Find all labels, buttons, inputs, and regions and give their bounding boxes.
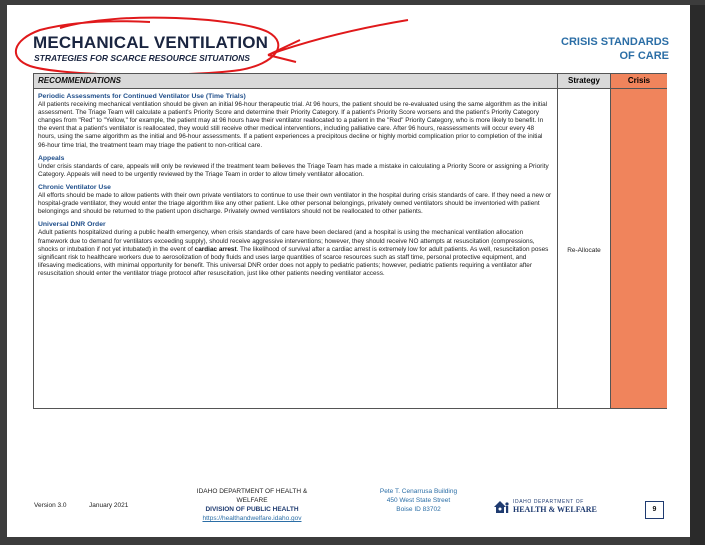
- footer-division: DIVISION OF PUBLIC HEALTH: [205, 506, 299, 513]
- col-header-recommendations: RECOMMENDATIONS: [34, 74, 557, 89]
- recommendations-content: [38, 91, 553, 278]
- footer-date: January 2021: [89, 502, 129, 509]
- section-heading-time-trials: Periodic Assessments for Continued Ventilator Use (Time Trials): [38, 93, 246, 100]
- section-heading-appeals: Appeals: [38, 154, 65, 162]
- logo-text-line2: HEALTH & WELFARE: [513, 505, 597, 514]
- page-title: MECHANICAL VENTILATION: [33, 33, 269, 52]
- footer-address: [371, 487, 466, 514]
- col-header-strategy: Strategy: [557, 74, 610, 89]
- dnr-text-part1: Adult patients hospitalized during a public health emergency, when crisis standards of care have been declared (and a hospital is using the mechanical ventilation allocation framework due to demand for ventilators exceeding supply), should receive aggressive interventions; however, they should receive NO attempts at resuscitation (compressions, shocks or intubation if not yet intubated) in the event of: [38, 229, 535, 253]
- page-subtitle: STRATEGIES FOR SCARCE RESOURCE SITUATIONS: [34, 53, 250, 63]
- strategy-value: Re-Allocate: [567, 247, 601, 254]
- recommendations-table: [33, 73, 667, 409]
- section-heading-chronic-ventilator: Chronic Ventilator Use: [38, 183, 111, 191]
- footer-url-link[interactable]: https://healthandwelfare.idaho.gov: [202, 515, 302, 522]
- crisis-standards-heading: [561, 35, 669, 63]
- section-text-time-trials: All patients receiving mechanical ventilation should be given an initial 96-hour therapeutic trial. At 96 hours, the patient should be re-evaluated using the same algorithm as the initial assessment. The Triage Team will calculate a patient's Priority Score and determine their Priority Category. If a patient's Priority Score worsens and the patient's Priority Category changes from "Red" to "Yellow," for example, the patient may at 96 hours have their ventilator reallocated to a patient in the "Red" Priority Category, who is more likely to benefit. In the event that a patient's ventilator is reallocated, they would still receive other medical interventions, including palliative care. After 96 hours, reassessments will occur every 48 hours, using the same algorithm as the initial and 96-hour assessments. If a patient experiences a precipitous decline or highly morbid complication prior to completion of the initial 96-hour time trial, the treatment team may triage the patient to non-critical care.: [38, 101, 548, 149]
- footer-department: [182, 487, 322, 523]
- dnr-text-part2: . The likelihood of survival after a cardiac arrest is extremely low for adult patients. As well, resuscitation poses significant risk to healthcare workers due to aerosolization of body fluids and uses large quantities of scarce resources such as staff time, personal protective equipment, and lifesaving medications, with minimal opportunity for benefit. This universal DNR order does not apply to pediatric patients; however, pediatric patients requiring a ventilator after resuscitation should enter the ventilator triage protocol after resuscitation, just like other patients needing ventilator access.: [38, 245, 549, 277]
- dnr-text-bold: cardiac arrest: [194, 245, 237, 253]
- section-text-appeals: Under crisis standards of care, appeals will only be reviewed if the treatment team believes the Triage Team has made a mistake in calculating a Priority Score or assigning a Priority Category. Appeals will need to be urgently reviewed by the Triage Team in order to allow timely ventilator allocation.: [38, 162, 549, 178]
- crisis-heading-line2: OF CARE: [619, 50, 669, 62]
- red-arrow-annotation: [268, 20, 408, 62]
- section-heading-universal-dnr: Universal DNR Order: [38, 221, 106, 229]
- col-header-crisis: Crisis: [610, 74, 667, 89]
- footer-address-line2: 450 West State Street: [386, 497, 451, 504]
- crisis-column: [610, 89, 667, 408]
- page-number: 9: [645, 501, 664, 519]
- strategy-column: [557, 89, 610, 408]
- footer-version: Version 3.0: [34, 502, 67, 509]
- footer-dept-name: IDAHO DEPARTMENT OF HEALTH & WELFARE: [196, 488, 308, 504]
- logo-text-line1: IDAHO DEPARTMENT OF: [513, 499, 584, 505]
- footer-address-line1: Pete T. Cenarrusa Building: [379, 488, 458, 495]
- section-text-chronic-ventilator: All efforts should be made to allow patients with their own private ventilators to continue to use their own ventilator in the hospital during crisis standards of care. If they need a new or hospital-grade ventilator, they would enter the triage algorithm like any other patient. Like other personal belongings, privately owned ventilators should be inventoried with patient belongings and should be returned to the patient upon discharge. Privately owned ventilators should not be reallocated to other patients.: [38, 192, 552, 216]
- section-text-universal-dnr: [38, 229, 553, 278]
- footer-address-line3: Boise ID 83702: [396, 506, 441, 513]
- crisis-heading-line1: CRISIS STANDARDS: [561, 36, 669, 48]
